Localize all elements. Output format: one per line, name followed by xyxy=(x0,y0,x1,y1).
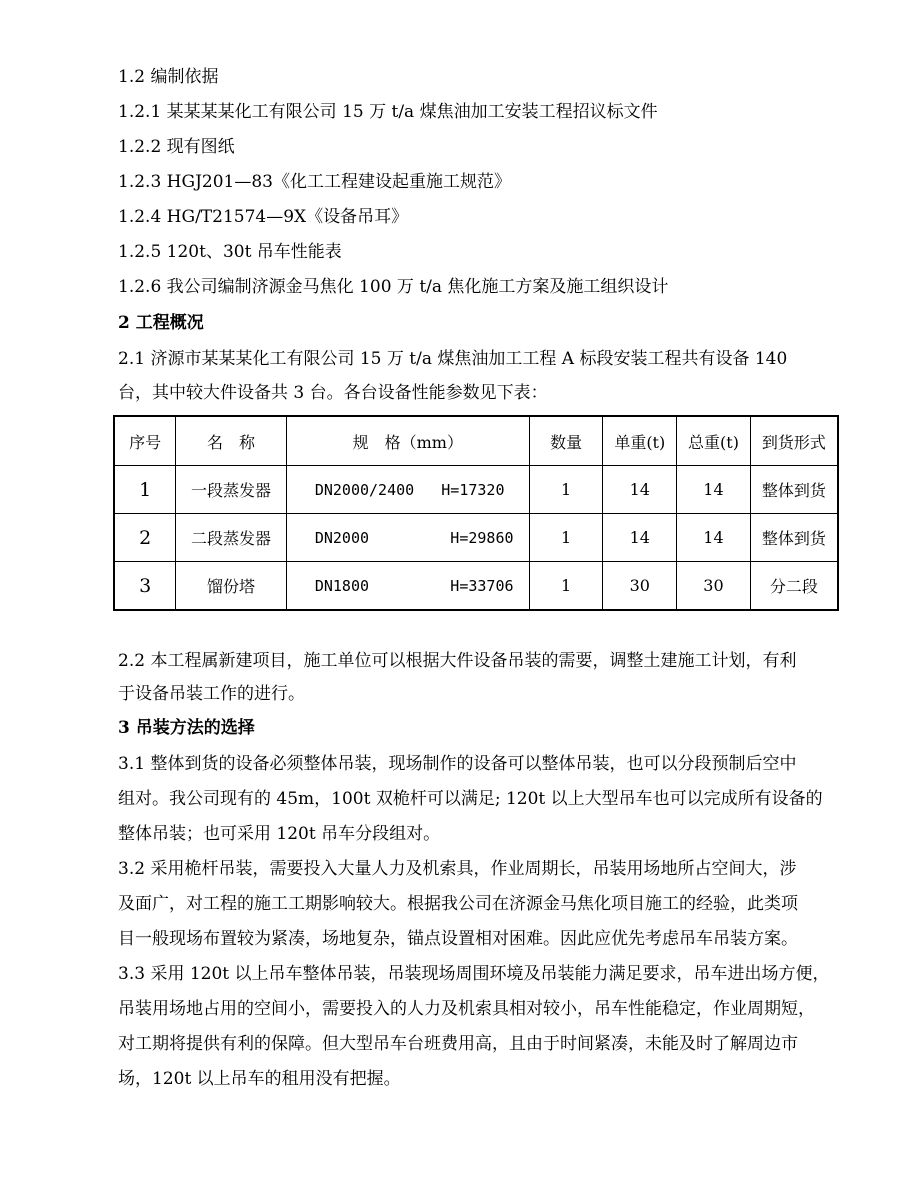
section-3-heading: 3 吊装方法的选择 xyxy=(118,718,255,738)
cell-spec: DN2000 H=29860 xyxy=(286,514,529,562)
basis-item-3: 1.2.3 HGJ201—83《化工工程建设起重施工规范》 xyxy=(118,172,511,192)
header-unit-weight: 单重(t) xyxy=(603,416,677,466)
cell-no: 1 xyxy=(114,466,176,514)
paragraph-2-2-line-1: 2.2 本工程属新建项目，施工单位可以根据大件设备吊装的需要，调整土建施工计划，有利 xyxy=(118,651,797,671)
table-row xyxy=(114,466,838,514)
paragraph-2-2-line-2: 于设备吊装工作的进行。 xyxy=(118,684,305,704)
cell-total-weight: 14 xyxy=(677,514,751,562)
cell-unit-weight: 14 xyxy=(603,514,677,562)
cell-delivery: 整体到货 xyxy=(750,466,838,514)
cell-delivery: 整体到货 xyxy=(750,514,838,562)
paragraph-3-2-line: 目一般现场布置较为紧凑，场地复杂，锚点设置相对困难。因此应优先考虑吊车吊装方案。 xyxy=(118,929,798,949)
paragraph-3-2-line: 3.2 采用桅杆吊装，需要投入大量人力及机索具，作业周期长，吊装用场地所占空间大，涉 xyxy=(118,859,797,879)
cell-name: 一段蒸发器 xyxy=(176,466,287,514)
paragraph-3-3-line: 3.3 采用 120t 以上吊车整体吊装，吊装现场周围环境及吊装能力满足要求，吊车进出场方便， xyxy=(118,964,830,984)
cell-unit-weight: 30 xyxy=(603,562,677,611)
basis-item-4: 1.2.4 HG/T21574—9X《设备吊耳》 xyxy=(118,207,409,227)
paragraph-3-1-line: 3.1 整体到货的设备必须整体吊装，现场制作的设备可以整体吊装，也可以分段预制后空中 xyxy=(118,754,797,774)
paragraph-3-1-line: 组对。我公司现有的 45m，100t 双桅杆可以满足; 120t 以上大型吊车也可以完成所有设备的 xyxy=(118,789,823,809)
basis-item-1: 1.2.1 某某某某化工有限公司 15 万 t/a 煤焦油加工安装工程招议标文件 xyxy=(118,102,658,122)
paragraph-3-3-line: 对工期将提供有利的保障。但大型吊车台班费用高，且由于时间紧凑，未能及时了解周边市 xyxy=(118,1034,798,1054)
paragraph-2-1-line-2: 台，其中较大件设备共 3 台。各台设备性能参数见下表： xyxy=(118,383,548,403)
cell-total-weight: 30 xyxy=(677,562,751,611)
paragraph-3-3-line: 吊装用场地占用的空间小，需要投入的人力及机索具相对较小，吊车性能稳定，作业周期短， xyxy=(118,999,815,1019)
cell-no: 3 xyxy=(114,562,176,611)
paragraph-3-3-line: 场，120t 以上吊车的租用没有把握。 xyxy=(118,1069,401,1089)
header-qty: 数量 xyxy=(529,416,603,466)
equipment-table xyxy=(113,415,839,611)
cell-name: 二段蒸发器 xyxy=(176,514,287,562)
basis-item-2: 1.2.2 现有图纸 xyxy=(118,137,235,157)
cell-qty: 1 xyxy=(529,562,603,611)
cell-qty: 1 xyxy=(529,466,603,514)
basis-item-6: 1.2.6 我公司编制济源金马焦化 100 万 t/a 焦化施工方案及施工组织设计 xyxy=(118,277,669,297)
table-header-row xyxy=(114,416,838,466)
section-2-heading: 2 工程概况 xyxy=(118,313,204,333)
cell-no: 2 xyxy=(114,514,176,562)
header-no: 序号 xyxy=(114,416,176,466)
header-spec: 规 格（mm） xyxy=(286,416,529,466)
paragraph-3-2-line: 及面广，对工程的施工工期影响较大。根据我公司在济源金马焦化项目施工的经验，此类项 xyxy=(118,894,798,914)
paragraph-2-1-line-1: 2.1 济源市某某某化工有限公司 15 万 t/a 煤焦油加工工程 A 标段安装工程共有设备 140 xyxy=(118,349,788,369)
header-total-weight: 总重(t) xyxy=(677,416,751,466)
cell-delivery: 分二段 xyxy=(750,562,838,611)
cell-name: 馏份塔 xyxy=(176,562,287,611)
table-row xyxy=(114,514,838,562)
cell-unit-weight: 14 xyxy=(603,466,677,514)
cell-spec: DN1800 H=33706 xyxy=(286,562,529,611)
basis-item-5: 1.2.5 120t、30t 吊车性能表 xyxy=(118,242,342,262)
section-1-2-title: 1.2 编制依据 xyxy=(118,67,219,87)
cell-qty: 1 xyxy=(529,514,603,562)
cell-total-weight: 14 xyxy=(677,466,751,514)
cell-spec: DN2000/2400 H=17320 xyxy=(286,466,529,514)
header-name: 名 称 xyxy=(176,416,287,466)
header-delivery: 到货形式 xyxy=(750,416,838,466)
paragraph-3-1-line: 整体吊装；也可采用 120t 吊车分段组对。 xyxy=(118,824,441,844)
table-row xyxy=(114,562,838,611)
